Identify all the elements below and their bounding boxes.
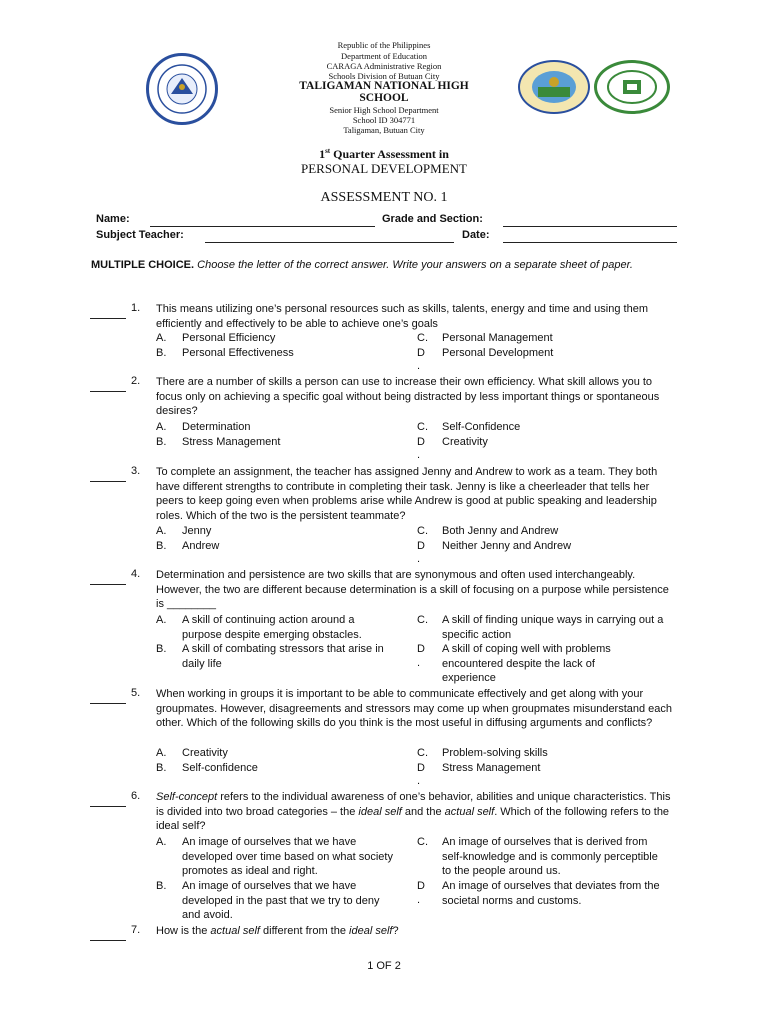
option-text: A skill of continuing action around a purpose despite emerging obstacles. [182,614,362,641]
question-number: 7. [131,924,141,936]
header-line: Republic of the Philippines [337,40,431,50]
question-number: 1. [131,302,141,314]
quarter-title: 1st Quarter Assessment in [319,147,449,161]
question-text: To complete an assignment, the teacher has assigned Jenny and Andrew to work as a team. They both have different strengths to contribute in completing their task. Jenny is like a cheerleader that tells her peers to keep going even when problems arise while Andrew is good at public speaking and leadership roles. Which of the two is the persistent teammate? [156,466,658,523]
option-text: Personal Efficiency [182,332,276,344]
option-text: An image of ourselves that is derived from self-knowledge and is commonly perceptible to the people around us. [442,836,658,878]
option-letter-dot: . [417,553,421,565]
instructions: MULTIPLE CHOICE. Choose the letter of the correct answer. Write your answers on a separate sheet of paper. [91,259,633,271]
option-letter: A. [156,525,167,537]
question-number: 2. [131,375,141,387]
question-number: 3. [131,465,141,477]
grade-label: Grade and Section: [382,213,483,225]
option-text: An image of ourselves that we have developed over time based on what society promotes as ideal and right. [182,836,393,878]
option-text: Neither Jenny and Andrew [442,540,572,552]
header-line: School ID 304771 [352,115,416,125]
option-text: Personal Effectiveness [182,347,294,359]
school-name: SCHOOL [359,92,409,104]
option-letter: C. [417,747,428,759]
option-letter: C. [417,836,428,848]
teacher-label: Subject Teacher: [96,229,184,241]
header-line: Senior High School Department [329,105,439,115]
option-letter-dot: . [417,657,421,669]
name-field[interactable] [150,226,375,227]
option-letter: B. [156,643,167,655]
subject-title: PERSONAL DEVELOPMENT [301,161,467,176]
teacher-field[interactable] [205,242,454,243]
option-letter: D [417,643,425,655]
option-letter-dot: . [417,360,421,372]
question-text: Determination and persistence are two skills that are synonymous and often used interchangeably. However, the two are different because determination is a skill of focusing on a purpose while persistence is ________ [156,569,669,611]
option-letter-dot: . [417,449,421,461]
question-number: 5. [131,687,141,699]
option-letter-dot: . [417,894,421,906]
name-label: Name: [96,213,130,225]
question-text: There are a number of skills a person can use to increase their own efficiency. What skill allows you to focus only on achieving a specific goal without being distracted by less important things or spontaneous desires? [156,376,660,418]
answer-blank[interactable] [90,794,126,807]
date-label: Date: [462,229,490,241]
answer-blank[interactable] [90,306,126,319]
option-text: Andrew [182,540,220,552]
option-letter: B. [156,540,167,552]
option-letter: B. [156,347,167,359]
option-text: Personal Development [442,347,554,359]
option-text: A skill of combating stressors that arise in daily life [182,643,384,670]
option-text: Personal Management [442,332,553,344]
school-name: TALIGAMAN NATIONAL HIGH [299,80,469,92]
option-text: Self-confidence [182,762,258,774]
option-letter: D [417,762,425,774]
option-text: Jenny [182,525,212,537]
question-text: When working in groups it is important to be able to communicate effectively and get along with your groupmates. However, disagreements and stressors may come up when groupmates misunderstand each other. Which of the following skills do you think is the most useful in diffusing arguments and conflicts? [156,688,673,730]
option-text: Determination [182,421,251,433]
assessment-title: ASSESSMENT NO. 1 [320,190,448,205]
option-letter: D [417,540,425,552]
question-text: Self-concept refers to the individual awareness of one’s behavior, abilities and unique characteristics. This is divided into two broad categories – the ideal self and the actual self. Which of the following refers to the ideal self? [156,791,671,833]
question-number: 6. [131,790,141,802]
option-letter: B. [156,880,167,892]
date-field[interactable] [503,242,677,243]
option-letter: C. [417,421,428,433]
option-letter: A. [156,332,167,344]
header-line: Department of Education [341,51,427,61]
option-letter: B. [156,762,167,774]
option-letter: A. [156,747,167,759]
option-text: Both Jenny and Andrew [442,525,559,537]
option-letter: C. [417,525,428,537]
option-text: Stress Management [442,762,541,774]
option-letter: C. [417,332,428,344]
option-text: Self-Confidence [442,421,521,433]
option-letter-dot: . [417,775,421,787]
header-line: CARAGA Administrative Region [326,61,442,71]
page-number: 1 OF 2 [367,960,401,972]
answer-blank[interactable] [90,928,126,941]
question-text: This means utilizing one’s personal resources such as skills, talents, energy and time and using them efficiently and effectively to be able to achieve one’s goals [156,303,648,330]
question-number: 4. [131,568,141,580]
answer-blank[interactable] [90,469,126,482]
option-letter: B. [156,436,167,448]
option-text: A skill of coping well with problems encountered despite the lack of experience [442,643,611,685]
option-text: An image of ourselves that deviates from the societal norms and customs. [442,880,660,907]
header-line: Schools Division of Butuan City [328,71,440,81]
header-line: Taligaman, Butuan City [343,125,425,135]
grade-field[interactable] [503,226,677,227]
option-text: An image of ourselves that we have developed in the past that we try to deny and avoid. [182,880,380,922]
option-letter: D [417,347,425,359]
answer-blank[interactable] [90,379,126,392]
answer-blank[interactable] [90,691,126,704]
option-letter: C. [417,614,428,626]
option-text: Problem-solving skills [442,747,548,759]
option-text: A skill of finding unique ways in carrying out a specific action [442,614,664,641]
option-letter: D [417,880,425,892]
option-text: Stress Management [182,436,281,448]
question-text: How is the actual self different from the ideal self? [156,925,399,937]
option-text: Creativity [182,747,228,759]
option-letter: A. [156,836,167,848]
answer-blank[interactable] [90,572,126,585]
option-letter: D [417,436,425,448]
option-letter: A. [156,421,167,433]
option-text: Creativity [442,436,488,448]
option-letter: A. [156,614,167,626]
